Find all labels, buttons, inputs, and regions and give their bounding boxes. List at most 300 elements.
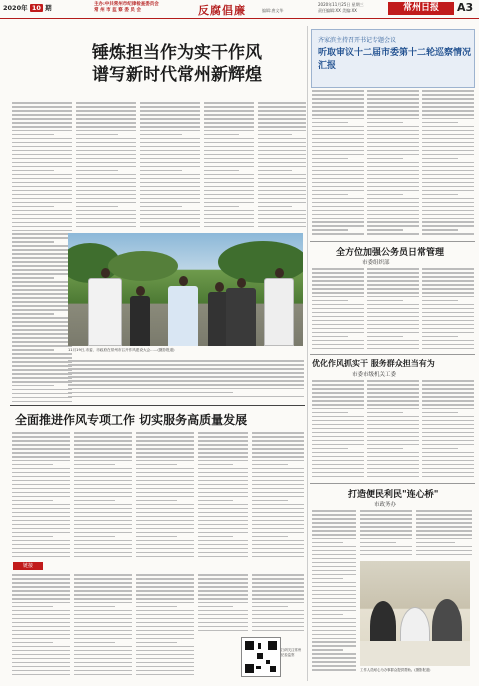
text-line bbox=[198, 622, 248, 624]
main-headline bbox=[52, 42, 302, 86]
text-line bbox=[422, 276, 474, 278]
text-line bbox=[140, 170, 182, 172]
text-line bbox=[12, 202, 72, 204]
text-line bbox=[422, 268, 474, 270]
text-line bbox=[12, 444, 70, 446]
text-line bbox=[367, 182, 419, 184]
text-line bbox=[12, 206, 54, 208]
text-line bbox=[74, 634, 132, 636]
text-line bbox=[140, 194, 200, 196]
text-line bbox=[74, 594, 132, 596]
text-line bbox=[12, 646, 70, 648]
text-line bbox=[74, 622, 132, 624]
text-line bbox=[140, 118, 200, 120]
bridge-headline: 打造便民利民"连心桥" bbox=[348, 490, 439, 500]
text-line bbox=[136, 500, 177, 502]
text-line bbox=[204, 122, 254, 124]
person-figure bbox=[130, 286, 150, 346]
work-style-text-col-2 bbox=[367, 380, 419, 480]
text-line bbox=[312, 221, 364, 223]
section-label: A3 bbox=[457, 1, 474, 14]
text-line bbox=[252, 598, 304, 600]
text-line bbox=[252, 448, 304, 450]
bottom-text-col-3 bbox=[136, 432, 194, 560]
text-line bbox=[367, 146, 419, 148]
organizer-line-1: 主办:中共常州市纪律检查委员会 bbox=[94, 2, 159, 7]
text-line bbox=[136, 670, 194, 672]
text-line bbox=[76, 182, 136, 184]
text-line bbox=[12, 544, 70, 546]
text-line bbox=[367, 296, 419, 298]
text-line bbox=[136, 634, 194, 636]
text-line bbox=[12, 277, 54, 279]
link-text-col-5 bbox=[252, 574, 304, 634]
qr-code[interactable] bbox=[241, 637, 281, 677]
text-line bbox=[74, 674, 132, 676]
text-line bbox=[367, 268, 419, 270]
text-line bbox=[367, 122, 403, 124]
text-line bbox=[312, 312, 364, 314]
text-line bbox=[136, 618, 194, 620]
text-line bbox=[422, 178, 474, 180]
text-line bbox=[367, 190, 419, 192]
text-line bbox=[312, 225, 364, 227]
text-line bbox=[312, 606, 356, 608]
text-line bbox=[12, 496, 70, 498]
text-line bbox=[68, 396, 304, 398]
text-line bbox=[367, 154, 419, 156]
text-line bbox=[12, 512, 70, 514]
text-line bbox=[12, 210, 72, 212]
text-line bbox=[12, 460, 70, 462]
text-line bbox=[312, 510, 356, 512]
text-line bbox=[367, 106, 419, 108]
text-line bbox=[12, 182, 72, 184]
text-line bbox=[312, 142, 364, 144]
text-line bbox=[312, 210, 364, 212]
text-line bbox=[422, 162, 474, 164]
text-line bbox=[136, 606, 177, 608]
text-line bbox=[252, 492, 304, 494]
text-line bbox=[258, 174, 306, 176]
text-line bbox=[312, 416, 364, 418]
text-line bbox=[312, 622, 356, 624]
text-line bbox=[252, 436, 304, 438]
text-line bbox=[422, 158, 458, 160]
counter-desk bbox=[360, 641, 470, 666]
text-line bbox=[12, 650, 70, 652]
text-line bbox=[367, 452, 419, 454]
text-line bbox=[367, 218, 419, 220]
text-line bbox=[312, 626, 356, 628]
text-line bbox=[136, 654, 194, 656]
text-line bbox=[204, 110, 254, 112]
text-line bbox=[12, 309, 72, 311]
text-line bbox=[12, 198, 72, 200]
text-line bbox=[312, 562, 356, 564]
text-line bbox=[422, 304, 474, 306]
text-line bbox=[422, 130, 474, 132]
bottom-text-col-4 bbox=[198, 432, 248, 560]
text-line bbox=[12, 222, 72, 224]
text-line bbox=[252, 484, 304, 486]
text-line bbox=[422, 206, 474, 208]
text-line bbox=[12, 532, 70, 534]
text-line bbox=[252, 556, 304, 558]
text-line bbox=[198, 532, 248, 534]
column-title: 反腐倡廉 bbox=[198, 4, 246, 17]
text-line bbox=[312, 645, 356, 647]
text-line bbox=[312, 194, 348, 196]
text-line bbox=[74, 544, 132, 546]
text-line bbox=[140, 226, 200, 228]
text-line bbox=[68, 388, 304, 390]
text-line bbox=[12, 230, 72, 232]
text-line bbox=[422, 296, 474, 298]
text-line bbox=[12, 590, 70, 592]
text-line bbox=[422, 284, 474, 286]
text-line bbox=[74, 444, 132, 446]
meeting-headline: 听取审议十二届市委第十二轮巡察情况汇报 bbox=[318, 48, 472, 71]
text-line bbox=[367, 272, 419, 274]
text-line bbox=[416, 534, 472, 536]
text-line bbox=[422, 428, 474, 430]
text-line bbox=[204, 134, 239, 136]
text-line bbox=[74, 590, 132, 592]
text-line bbox=[312, 344, 364, 346]
text-line bbox=[312, 158, 348, 160]
text-line bbox=[258, 126, 306, 128]
text-line bbox=[12, 130, 72, 132]
text-line bbox=[252, 602, 304, 604]
text-line bbox=[136, 464, 177, 466]
text-line bbox=[422, 174, 474, 176]
text-line bbox=[367, 114, 419, 116]
text-line bbox=[12, 389, 72, 391]
text-line bbox=[12, 333, 72, 335]
text-line bbox=[12, 297, 72, 299]
text-line bbox=[136, 480, 194, 482]
work-style-text-col-1 bbox=[312, 380, 364, 480]
text-line bbox=[74, 476, 132, 478]
text-line bbox=[12, 626, 70, 628]
text-line bbox=[136, 582, 194, 584]
text-line bbox=[252, 528, 304, 530]
text-line bbox=[258, 134, 292, 136]
text-line bbox=[12, 610, 70, 612]
text-line bbox=[68, 392, 233, 394]
divider bbox=[310, 483, 475, 484]
text-line bbox=[74, 500, 115, 502]
text-line bbox=[367, 420, 419, 422]
text-line bbox=[74, 540, 132, 542]
text-line bbox=[422, 90, 474, 92]
text-line bbox=[76, 102, 136, 104]
text-line bbox=[12, 329, 72, 331]
text-line bbox=[12, 484, 70, 486]
text-line bbox=[12, 448, 70, 450]
text-line bbox=[312, 268, 364, 270]
text-line bbox=[136, 456, 194, 458]
text-line bbox=[198, 440, 248, 442]
text-line bbox=[136, 532, 194, 534]
text-line bbox=[422, 110, 474, 112]
text-line bbox=[422, 412, 458, 414]
text-line bbox=[312, 424, 364, 426]
text-line bbox=[252, 626, 304, 628]
person-figure bbox=[226, 278, 256, 346]
text-line bbox=[367, 210, 419, 212]
bridge-text-col-1 bbox=[312, 510, 356, 675]
text-line bbox=[12, 654, 70, 656]
text-line bbox=[140, 202, 200, 204]
text-line bbox=[198, 512, 248, 514]
text-line bbox=[74, 556, 132, 558]
text-line bbox=[140, 186, 200, 188]
civil-servant-headline: 全方位加强公务员日常管理 bbox=[336, 248, 445, 258]
text-line bbox=[312, 110, 364, 112]
text-line bbox=[76, 194, 136, 196]
text-line bbox=[140, 190, 200, 192]
text-line bbox=[367, 158, 403, 160]
text-line bbox=[252, 618, 304, 620]
text-line bbox=[312, 392, 364, 394]
text-line bbox=[198, 552, 248, 554]
link-text-col-1 bbox=[12, 574, 70, 679]
text-line bbox=[422, 142, 474, 144]
text-line bbox=[140, 150, 200, 152]
bridge-subhead: 市政务办 bbox=[374, 502, 397, 508]
text-line bbox=[68, 368, 304, 370]
text-line bbox=[422, 328, 474, 330]
text-line bbox=[312, 146, 364, 148]
text-line bbox=[360, 518, 412, 520]
text-line bbox=[312, 610, 356, 612]
text-line bbox=[136, 460, 194, 462]
text-line bbox=[422, 94, 474, 96]
text-line bbox=[204, 170, 239, 172]
text-line bbox=[140, 114, 200, 116]
text-line bbox=[312, 476, 364, 478]
text-line bbox=[204, 114, 254, 116]
text-line bbox=[198, 528, 248, 530]
text-line bbox=[204, 174, 254, 176]
text-line bbox=[422, 134, 474, 136]
text-line bbox=[136, 540, 194, 542]
text-line bbox=[252, 536, 288, 538]
text-line bbox=[422, 336, 458, 338]
masthead bbox=[0, 0, 479, 19]
text-line bbox=[12, 301, 72, 303]
text-line bbox=[136, 662, 194, 664]
text-line bbox=[76, 106, 136, 108]
text-line bbox=[367, 308, 419, 310]
text-line bbox=[252, 630, 304, 632]
text-line bbox=[204, 202, 254, 204]
text-line bbox=[204, 102, 254, 104]
text-line bbox=[312, 276, 364, 278]
text-line bbox=[252, 432, 304, 434]
text-line bbox=[12, 516, 70, 518]
text-line bbox=[312, 348, 364, 350]
text-line bbox=[312, 292, 364, 294]
text-line bbox=[367, 94, 419, 96]
text-line bbox=[74, 468, 132, 470]
bottom-text-col-5 bbox=[252, 432, 304, 560]
text-line bbox=[12, 114, 72, 116]
text-line bbox=[140, 198, 200, 200]
issue-meta bbox=[318, 2, 364, 13]
text-line bbox=[198, 516, 248, 518]
text-line bbox=[198, 492, 248, 494]
text-line bbox=[312, 534, 356, 536]
text-line bbox=[416, 546, 472, 548]
text-line bbox=[74, 496, 132, 498]
text-line bbox=[136, 590, 194, 592]
text-line bbox=[312, 150, 364, 152]
text-line bbox=[198, 578, 248, 580]
text-line bbox=[76, 126, 136, 128]
text-line bbox=[198, 480, 248, 482]
text-line bbox=[312, 472, 364, 474]
text-line bbox=[416, 518, 472, 520]
text-line bbox=[136, 520, 194, 522]
text-line bbox=[367, 380, 419, 382]
text-line bbox=[12, 432, 70, 434]
text-line bbox=[312, 296, 364, 298]
text-line bbox=[76, 218, 136, 220]
text-line bbox=[360, 546, 412, 548]
text-line bbox=[12, 273, 72, 275]
text-line bbox=[312, 404, 364, 406]
text-line bbox=[312, 118, 364, 120]
text-line bbox=[312, 106, 364, 108]
text-line bbox=[198, 444, 248, 446]
text-line bbox=[360, 534, 412, 536]
text-line bbox=[367, 174, 419, 176]
text-line bbox=[422, 324, 474, 326]
text-line bbox=[367, 448, 403, 450]
text-line bbox=[367, 408, 419, 410]
text-line bbox=[74, 606, 115, 608]
text-line bbox=[74, 598, 132, 600]
text-line bbox=[367, 229, 403, 231]
text-line bbox=[12, 586, 70, 588]
text-line bbox=[252, 540, 304, 542]
text-line bbox=[12, 552, 70, 554]
text-line bbox=[367, 320, 419, 322]
text-line bbox=[12, 674, 70, 676]
text-line bbox=[198, 508, 248, 510]
text-line bbox=[258, 182, 306, 184]
text-line bbox=[367, 178, 419, 180]
text-line bbox=[422, 114, 474, 116]
text-line bbox=[367, 416, 419, 418]
text-line bbox=[422, 272, 474, 274]
text-line bbox=[312, 574, 356, 576]
text-line bbox=[136, 476, 194, 478]
text-line bbox=[12, 361, 72, 363]
text-line bbox=[422, 312, 474, 314]
text-line bbox=[74, 524, 132, 526]
text-line bbox=[12, 456, 70, 458]
text-line bbox=[258, 138, 306, 140]
text-line bbox=[74, 646, 132, 648]
text-line bbox=[12, 504, 70, 506]
text-line bbox=[422, 408, 474, 410]
text-line bbox=[198, 582, 248, 584]
text-line bbox=[312, 598, 356, 600]
text-line bbox=[367, 276, 419, 278]
text-line bbox=[136, 574, 194, 576]
text-line bbox=[136, 452, 194, 454]
text-line bbox=[422, 472, 474, 474]
text-line bbox=[312, 594, 356, 596]
text-line bbox=[140, 102, 200, 104]
text-line bbox=[312, 218, 364, 220]
text-line bbox=[12, 174, 72, 176]
bottom-text-col-1 bbox=[12, 432, 70, 560]
meeting-news-box bbox=[311, 29, 475, 88]
text-line bbox=[12, 281, 72, 283]
text-line bbox=[312, 420, 364, 422]
text-line bbox=[136, 630, 194, 632]
text-line bbox=[252, 586, 304, 588]
text-line bbox=[422, 344, 474, 346]
text-line bbox=[367, 304, 419, 306]
text-line bbox=[12, 126, 72, 128]
text-line bbox=[312, 522, 356, 524]
text-line bbox=[422, 348, 474, 350]
text-line bbox=[367, 134, 419, 136]
text-line bbox=[198, 544, 248, 546]
text-line bbox=[258, 158, 306, 160]
text-line bbox=[312, 214, 364, 216]
text-line bbox=[312, 94, 364, 96]
text-line bbox=[136, 556, 194, 558]
text-line bbox=[422, 190, 474, 192]
text-line bbox=[367, 98, 419, 100]
text-line bbox=[76, 198, 136, 200]
meeting-text-col-1 bbox=[312, 90, 364, 240]
text-line bbox=[422, 106, 474, 108]
text-line bbox=[312, 272, 364, 274]
text-line bbox=[312, 98, 364, 100]
text-line bbox=[312, 126, 364, 128]
text-line bbox=[367, 280, 419, 282]
article-column-5 bbox=[258, 102, 306, 230]
work-style-subhead: 市委市级机关工委 bbox=[352, 372, 397, 378]
text-line bbox=[74, 504, 132, 506]
text-line bbox=[422, 316, 474, 318]
text-line bbox=[312, 464, 364, 466]
text-line bbox=[422, 380, 474, 382]
text-line bbox=[76, 146, 136, 148]
text-line bbox=[422, 464, 474, 466]
text-line bbox=[367, 162, 419, 164]
text-line bbox=[422, 452, 474, 454]
text-line bbox=[12, 500, 53, 502]
text-line bbox=[74, 614, 132, 616]
text-line bbox=[12, 452, 70, 454]
text-line bbox=[422, 122, 458, 124]
text-line bbox=[422, 166, 474, 168]
text-line bbox=[74, 484, 132, 486]
text-line bbox=[136, 524, 194, 526]
text-line bbox=[76, 186, 136, 188]
text-line bbox=[136, 436, 194, 438]
text-line bbox=[12, 440, 70, 442]
